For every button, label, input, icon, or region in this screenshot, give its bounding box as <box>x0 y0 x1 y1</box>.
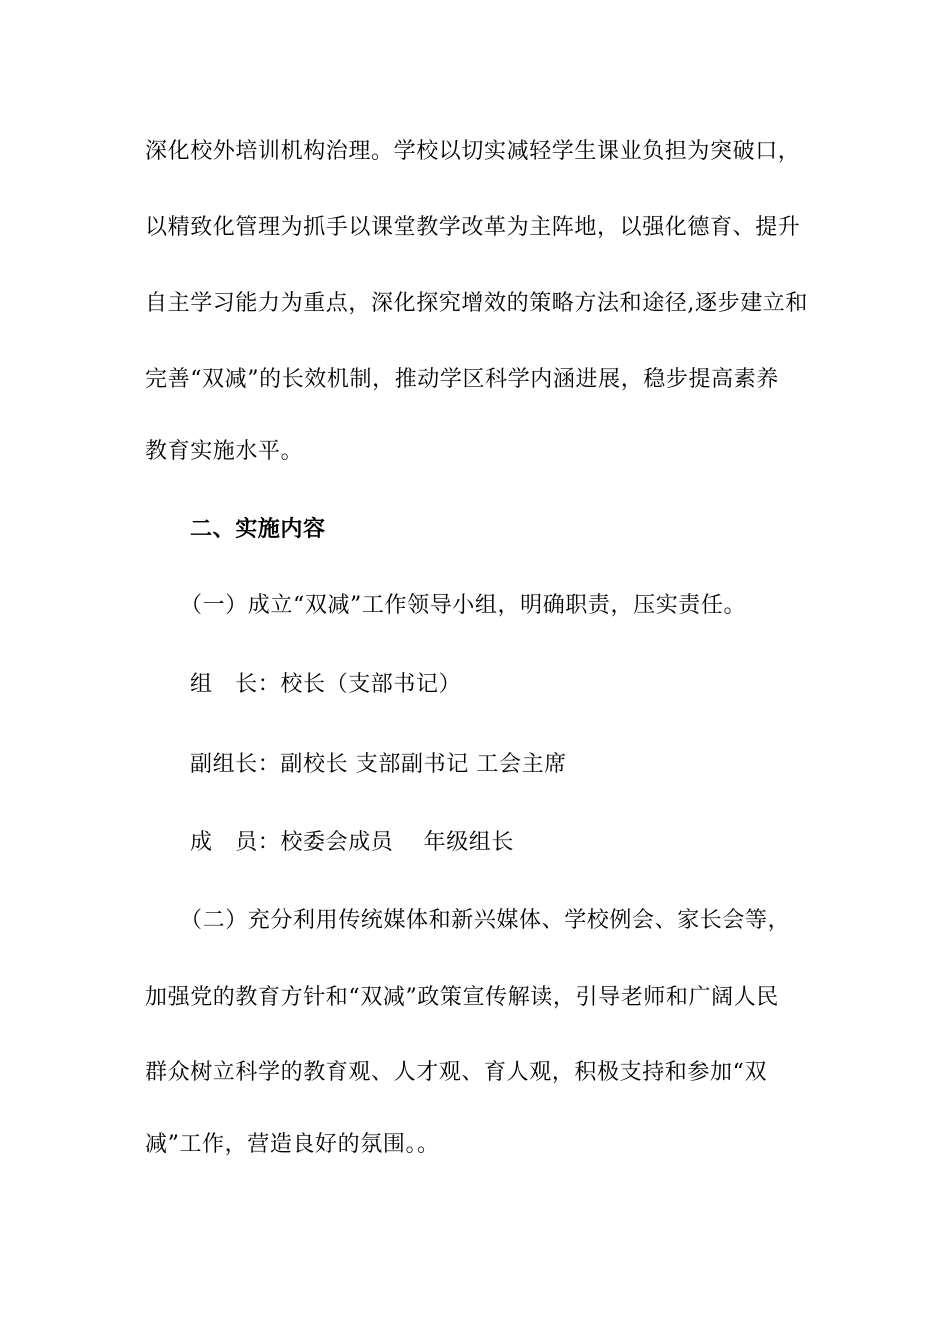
section-heading: 二、实施内容 <box>190 516 326 542</box>
item-heading: （一）成立“双减”工作领导小组，明确职责，压实责任。 <box>180 593 747 618</box>
paragraph-line: 完善“双减”的长效机制，推动学区科学内涵进展，稳步提高素养 <box>145 367 779 392</box>
paragraph-line: 减”工作，营造良好的氛围。。 <box>145 1132 440 1157</box>
group-leader-line: 组 长：校长（支部书记） <box>190 672 462 697</box>
paragraph-line: （二）充分利用传统媒体和新兴媒体、学校例会、家长会等， <box>180 908 791 933</box>
members-line: 成 员：校委会成员 年级组长 <box>190 830 514 855</box>
paragraph-line: 以精致化管理为抓手以课堂教学改革为主阵地，以强化德育、提升 <box>145 215 801 240</box>
paragraph-line: 自主学习能力为重点，深化探究增效的策略方法和途径,逐步建立和 <box>145 291 808 316</box>
paragraph-line: 群众树立科学的教育观、人才观、育人观，积极支持和参加“双 <box>145 1060 768 1085</box>
paragraph-line: 深化校外培训机构治理。学校以切实减轻学生课业负担为突破口， <box>145 139 801 164</box>
paragraph-line: 教育实施水平。 <box>145 439 304 464</box>
deputy-leader-line: 副组长：副校长 支部副书记 工会主席 <box>190 752 567 777</box>
paragraph-line: 加强党的教育方针和“双减”政策宣传解读，引导老师和广阔人民 <box>145 985 779 1010</box>
